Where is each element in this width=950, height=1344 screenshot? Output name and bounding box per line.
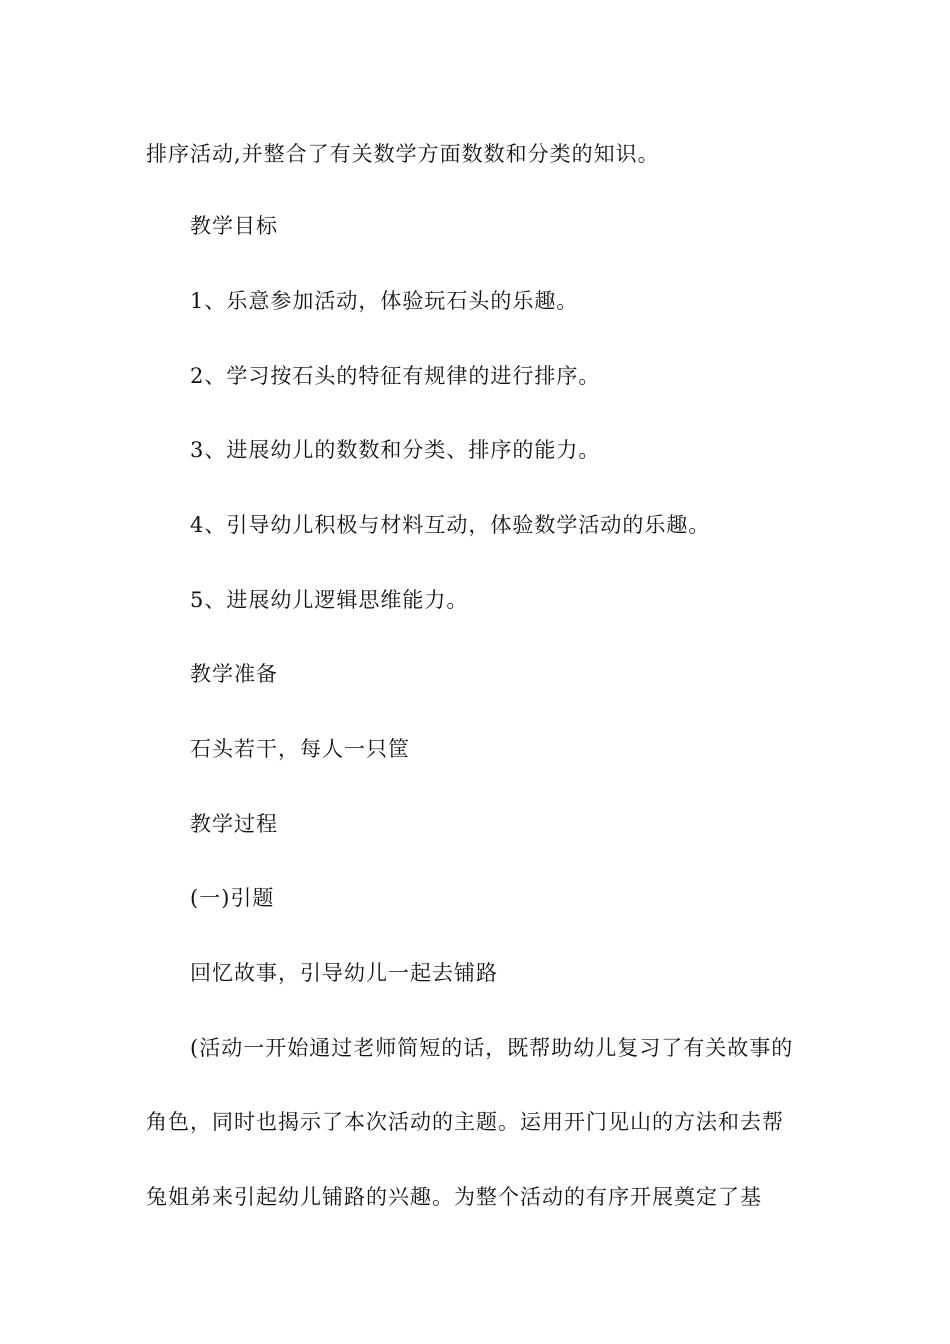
goal-item-1: 1、乐意参加活动，体验玩石头的乐趣。 (190, 289, 579, 313)
introduction-text: 回忆故事，引导幼儿一起去铺路 (190, 961, 498, 985)
heading-teaching-goals: 教学目标 (190, 214, 278, 238)
section-introduction: (一)引题 (190, 886, 275, 910)
heading-teaching-process: 教学过程 (190, 812, 278, 836)
preparation-text: 石头若干，每人一只筐 (190, 737, 410, 761)
paragraph-continuation: 排序活动,并整合了有关数学方面数数和分类的知识。 (146, 142, 660, 166)
goal-item-2: 2、学习按石头的特征有规律的进行排序。 (190, 364, 601, 388)
commentary-line-2: 角色，同时也揭示了本次活动的主题。运用开门见山的方法和去帮 (146, 1110, 784, 1134)
heading-teaching-preparation: 教学准备 (190, 662, 278, 686)
goal-item-4: 4、引导幼儿积极与材料互动，体验数学活动的乐趣。 (190, 513, 711, 537)
goal-item-5: 5、进展幼儿逻辑思维能力。 (190, 588, 469, 612)
commentary-line-1: (活动一开始通过老师简短的话，既帮助幼儿复习了有关故事的 (190, 1036, 794, 1060)
commentary-line-3: 兔姐弟来引起幼儿铺路的兴趣。为整个活动的有序开展奠定了基 (146, 1185, 762, 1209)
goal-item-3: 3、进展幼儿的数数和分类、排序的能力。 (190, 438, 601, 462)
